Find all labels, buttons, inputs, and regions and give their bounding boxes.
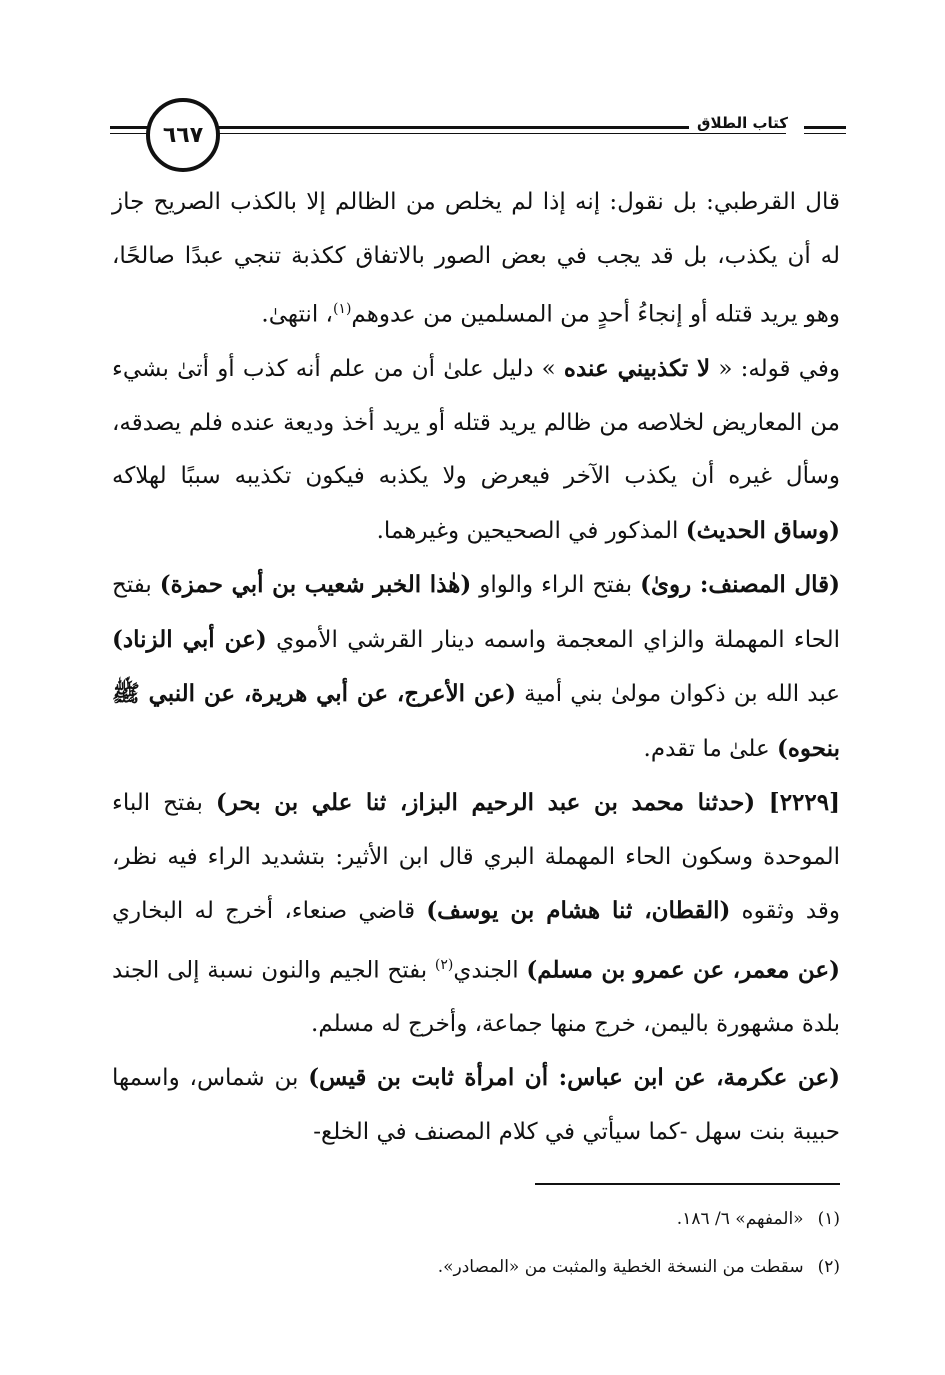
- text-run: » دليل علىٰ أن من علم أنه كذب أو أتىٰ بشيء من المعاريض لخلاصه من ظالم يريد قتله أو يريد أخذ وديعة عنده فلم يصدقه، وسأل غيره أن يكذب الآخر فيعرض ولا يكذبه فيكون تكذيبه سببًا لهلاكه: [112, 356, 840, 490]
- text-run: الجندي: [453, 957, 527, 984]
- bold-text: (عن أبي الزناد): [112, 625, 267, 653]
- footnote: [112, 1243, 840, 1291]
- text-run: بفتح الراء والواو: [471, 572, 641, 599]
- footnote-marker: (٢): [434, 956, 454, 973]
- header-rule: [110, 133, 150, 134]
- footnote-text: سقطت من النسخة الخطية والمثبت من «المصادر».: [437, 1257, 804, 1277]
- header-rule: [190, 133, 786, 134]
- paragraph: [112, 776, 840, 1051]
- bold-text: (وساق الحديث): [685, 516, 840, 544]
- bold-text: (قال المصنف: روىٰ): [640, 571, 840, 599]
- text-run: عبد الله بن ذكوان مولىٰ بني أمية: [516, 681, 840, 708]
- text-run: بفتح الجيم والنون نسبة إلى الجند بلدة مشهورة باليمن، خرج منها جماعة، وأخرج له مسلم.: [112, 957, 840, 1037]
- page-header: [110, 92, 846, 172]
- footnote-text: «المفهم» ٦/ ١٨٦.: [676, 1209, 804, 1229]
- bold-text: (عن الأعرج، عن أبي هريرة، عن النبي ﷺ بنحوه): [112, 680, 840, 762]
- bold-text: (هٰذا الخبر شعيب بن أبي حمزة): [159, 571, 472, 599]
- text-run: قال القرطبي: بل نقول: إنه إذا لم يخلص من الظالم إلا بالكذب الصريح جاز له أن يكذب، بل قد يجب في بعض الصور بالاتفاق ككذبة تنجي عبدًا صالحًا، وهو يريد قتله أو إنجاءُ أحدٍ من المسلمين من عدوهم: [112, 189, 840, 328]
- footnote-number: (٢): [817, 1257, 840, 1277]
- footnote: [112, 1195, 840, 1243]
- bold-text: [٢٢٢٩]: [755, 789, 840, 817]
- bold-text: (عن عكرمة، عن ابن عباس: أن امرأة ثابت بن قيس): [308, 1064, 840, 1092]
- bold-text: (القطان، ثنا هشام بن يوسف): [426, 897, 731, 925]
- page-number: ٦٦٧: [146, 98, 220, 172]
- text-run: بفتح الباء الموحدة وسكون الحاء المهملة البري قال ابن الأثير: بتشديد الراء فيه نظر، وقد وثقوه: [112, 790, 840, 925]
- bold-text: (حدثنا محمد بن عبد الرحيم البزاز، ثنا علي بن بحر): [215, 789, 756, 817]
- text-run: بن شماس، واسمها حبيبة بنت سهل -كما سيأتي في كلام المصنف في الخلع-: [112, 1065, 840, 1145]
- header-rule: [110, 126, 150, 129]
- paragraph: [112, 1051, 840, 1159]
- text-run: وفي قوله: «: [710, 356, 840, 383]
- text-run: بفتح الحاء المهملة والزاي المعجمة واسمه دينار القرشي الأموي: [112, 572, 841, 653]
- header-rule: [804, 133, 846, 134]
- text-run: علىٰ ما تقدم.: [643, 735, 777, 762]
- header-rule: [804, 126, 846, 129]
- text-run: المذكور في الصحيحين وغيرهما.: [376, 517, 686, 544]
- footnotes: [112, 1195, 840, 1291]
- paragraph: [112, 342, 840, 558]
- footnote-divider: [535, 1183, 840, 1185]
- paragraph: [112, 176, 840, 342]
- paragraph: [112, 558, 840, 776]
- footnote-number: (١): [817, 1209, 840, 1229]
- main-text: [112, 176, 840, 1159]
- bold-text: لا تكذبيني عنده: [563, 355, 711, 383]
- running-title: كتاب الطلاق: [689, 114, 796, 132]
- text-run: ، انتهىٰ.: [261, 301, 333, 328]
- bold-text: (عن معمر، عن عمرو بن مسلم): [526, 956, 841, 984]
- footnote-marker: (١): [332, 301, 352, 317]
- text-run: قاضي صنعاء، أخرج له البخاري: [112, 898, 427, 925]
